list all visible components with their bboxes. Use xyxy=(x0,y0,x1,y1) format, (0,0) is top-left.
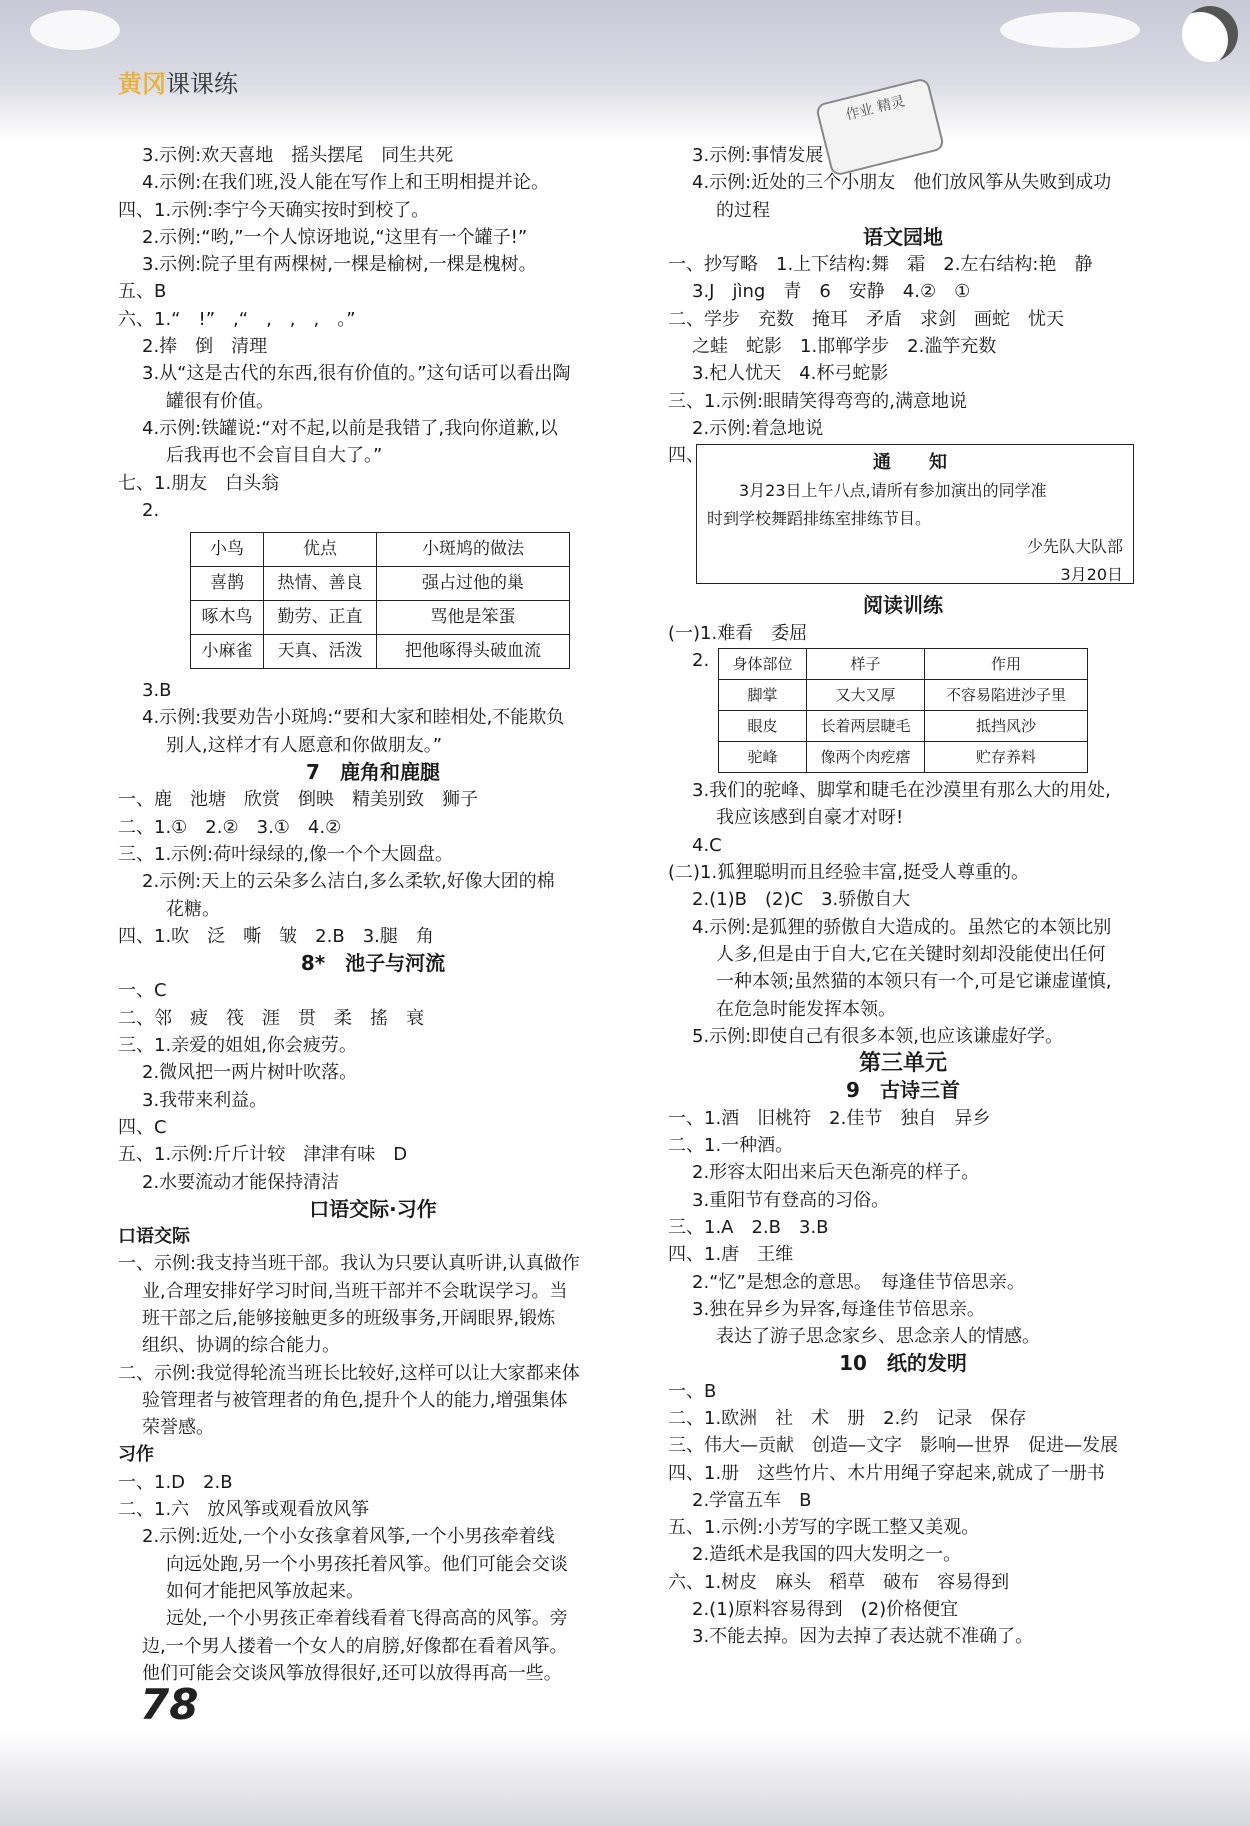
answer-line: 二、1.一种酒。 xyxy=(668,1135,794,1157)
answer-line: 一、1.酒 旧桃符 2.佳节 独自 异乡 xyxy=(668,1107,991,1129)
answer-line: 3.J jìng 青 6 安静 4.② ① xyxy=(692,281,971,303)
answer-line: 3.示例:院子里有两棵树,一棵是榆树,一棵是槐树。 xyxy=(142,254,537,276)
answer-line: 花糖。 xyxy=(166,898,220,920)
answer-line: 5.示例:即使自己有很多本领,也应该谦虚好学。 xyxy=(692,1025,1063,1047)
answer-line: 三、1.亲爱的姐姐,你会疲劳。 xyxy=(118,1035,357,1057)
lesson-title: 口语交际·习作 xyxy=(309,1196,437,1221)
answer-line: 四、1.册 这些竹片、木片用绳子穿起来,就成了一册书 xyxy=(668,1462,1105,1484)
answer-line: 二、示例:我觉得轮流当班长比较好,这样可以让大家都来体 xyxy=(118,1362,580,1384)
lesson-title: 7 鹿角和鹿腿 xyxy=(306,760,440,785)
answer-line: 3.不能去掉。因为去掉了表达就不准确了。 xyxy=(692,1626,1034,1648)
notice-body: 时到学校舞蹈排练室排练节目。 xyxy=(707,509,932,529)
answer-line: 2.示例:“哟,”一个人惊讶地说,“这里有一个罐子!” xyxy=(142,226,528,248)
answer-line: 罐很有价值。 xyxy=(166,390,274,412)
answer-line: 二、邻 疲 筏 涯 贯 柔 搖 衰 xyxy=(118,1007,424,1029)
answer-line: (一)1.难看 委屈 xyxy=(668,622,808,644)
answer-line: 的过程 xyxy=(716,199,770,221)
answer-line: 2. xyxy=(692,649,710,671)
lesson-title: 9 古诗三首 xyxy=(846,1078,960,1103)
answer-line: 四、1.吹 泛 嘶 皱 2.B 3.腿 角 xyxy=(118,925,434,947)
table-row: 眼皮 长着两层睫毛 抵挡风沙 xyxy=(719,711,1088,742)
answer-line: 2.(1)B (2)C 3.骄傲自大 xyxy=(692,889,911,911)
answer-line: 一、1.D 2.B xyxy=(118,1471,233,1493)
section-label: 口语交际 xyxy=(118,1226,190,1248)
notice-block xyxy=(668,442,1138,592)
table-row: 脚掌 又大又厚 不容易陷进沙子里 xyxy=(719,680,1088,711)
answer-line: 一、抄写略 1.上下结构:舞 霜 2.左右结构:艳 静 xyxy=(668,254,1093,276)
answer-line: 2.示例:近处,一个小女孩拿着风筝,一个小男孩牵着线 xyxy=(142,1526,555,1548)
lesson-title: 语文园地 xyxy=(863,224,943,249)
lesson-title: 阅读训练 xyxy=(863,593,943,618)
answer-line: 七、1.朋友 白头翁 xyxy=(118,472,280,494)
answer-line: 2.水要流动才能保持清洁 xyxy=(142,1171,340,1193)
table-row: 小麻雀 天真、活泼 把他啄得头破血流 xyxy=(191,635,570,669)
answer-line: 人多,但是由于自大,它在关键时刻却没能使出任何 xyxy=(716,943,1106,965)
lesson-title: 10 纸的发明 xyxy=(839,1351,967,1376)
answer-line: 二、1.欧洲 社 术 册 2.约 记录 保存 xyxy=(668,1407,1027,1429)
answer-line: 3.我们的驼峰、脚掌和睫毛在沙漠里有那么大的用处, xyxy=(692,780,1111,802)
answer-line: 二、学步 充数 掩耳 矛盾 求剑 画蛇 忧天 xyxy=(668,308,1064,330)
answer-line: 三、1.A 2.B 3.B xyxy=(668,1216,829,1238)
bird-table xyxy=(190,532,570,669)
answer-line: 之蛙 蛇影 1.邯郸学步 2.滥竽充数 xyxy=(692,336,997,358)
lesson-title: 8* 池子与河流 xyxy=(300,951,446,976)
camel-table xyxy=(718,648,1088,773)
answer-line: 3.从“这是古代的东西,很有价值的。”这句话可以看出陶 xyxy=(142,363,571,385)
cloud-decoration xyxy=(1000,12,1140,48)
answer-line: 3.重阳节有登高的习俗。 xyxy=(692,1189,890,1211)
table-row: 驼峰 像两个肉疙瘩 贮存养料 xyxy=(719,742,1088,773)
table-row: 身体部位 样子 作用 xyxy=(719,649,1088,680)
answer-line: 3.示例:欢天喜地 摇头摆尾 同生共死 xyxy=(142,145,454,166)
answer-line: 验管理者与被管理者的角色,提升个人的能力,增强集体 xyxy=(142,1389,568,1411)
answer-line: 2. xyxy=(142,499,160,521)
answer-line: 3.杞人忧天 4.杯弓蛇影 xyxy=(692,363,889,385)
answer-line: 一、C xyxy=(118,980,167,1002)
notice-signature: 少先队大队部 xyxy=(1026,537,1123,557)
answer-line: 我应该感到自豪才对呀! xyxy=(716,807,904,829)
answer-line: 2.(1)原料容易得到 (2)价格便宜 xyxy=(692,1599,959,1621)
answer-line: 组织、协调的综合能力。 xyxy=(142,1335,340,1357)
answer-line: 班干部之后,能够接触更多的班级事务,开阔眼界,锻炼 xyxy=(142,1307,556,1329)
answer-line: 二、1.① 2.② 3.① 4.② xyxy=(118,816,342,838)
answer-line: 2.学富五车 B xyxy=(692,1489,812,1511)
answer-line: 五、1.示例:斤斤计较 津津有味 D xyxy=(118,1144,408,1166)
answer-line: 三、1.示例:荷叶绿绿的,像一个个大圆盘。 xyxy=(118,843,453,865)
answer-line: 3.独在异乡为异客,每逢佳节倍思亲。 xyxy=(692,1298,985,1320)
left-column xyxy=(118,142,628,1687)
answer-line: 向远处跑,另一个小男孩托着风筝。他们可能会交谈 xyxy=(166,1553,568,1575)
answer-line: 4.示例:在我们班,没人能在写作上和王明相提并论。 xyxy=(142,172,549,194)
answer-line: 2.示例:着急地说 xyxy=(692,417,824,439)
answer-line: 3.B xyxy=(142,680,172,702)
unit-title: 第三单元 xyxy=(858,1051,947,1077)
answer-line: (二)1.狐狸聪明而且经验丰富,挺受人尊重的。 xyxy=(668,862,1029,884)
table-row: 啄木鸟 勤劳、正直 骂他是笨蛋 xyxy=(191,601,570,635)
answer-line: 别人,这样才有人愿意和你做朋友。” xyxy=(166,734,443,756)
answer-line: 4.示例:是狐狸的骄傲自大造成的。虽然它的本领比别 xyxy=(692,916,1112,938)
answer-line: 2.“忆”是想念的意思。 每逢佳节倍思亲。 xyxy=(692,1271,1025,1293)
answer-line: 六、1.“ !” ,“ , , , 。” xyxy=(118,308,356,330)
answer-line: 2.示例:天上的云朵多么洁白,多么柔软,好像大团的棉 xyxy=(142,871,555,893)
brand-logo: 黄冈课课练 xyxy=(118,70,238,98)
answer-line: 一、鹿 池塘 欣赏 倒映 精美别致 狮子 xyxy=(118,789,478,811)
answer-line: 后我再也不会盲目自大了。” xyxy=(166,445,383,467)
answer-line: 二、1.六 放风筝或观看放风筝 xyxy=(118,1499,370,1521)
answer-line: 一、B xyxy=(668,1380,717,1402)
table-row: 小鸟 优点 小斑鸠的做法 xyxy=(191,533,570,567)
answer-line: 荣誉感。 xyxy=(142,1417,214,1439)
table-row: 喜鹊 热情、善良 强占过他的巢 xyxy=(191,567,570,601)
notice-date: 3月20日 xyxy=(1060,565,1123,585)
answer-line: 他们可能会交谈风筝放得很好,还可以放得再高一些。 xyxy=(142,1662,562,1684)
answer-line: 3.我带来利益。 xyxy=(142,1089,268,1111)
answer-line: 2.造纸术是我国的四大发明之一。 xyxy=(692,1544,962,1566)
answer-line: 4.示例:铁罐说:“对不起,以前是我错了,我向你道歉,以 xyxy=(142,417,558,439)
answer-line: 2.捧 倒 清理 xyxy=(142,336,268,358)
section-label: 习作 xyxy=(118,1444,154,1466)
answer-line: 3.示例:事情发展 xyxy=(692,145,824,166)
answer-line: 4.C xyxy=(692,834,722,856)
answer-line: 一、示例:我支持当班干部。我认为只要认真听讲,认真做作 xyxy=(118,1253,580,1275)
answer-line: 五、B xyxy=(118,281,167,303)
answer-line: 在危急时能发挥本领。 xyxy=(716,998,896,1020)
answer-line: 一种本领;虽然猫的本领只有一个,可是它谦虚谨慎, xyxy=(716,971,1112,993)
answer-line: 四、 xyxy=(668,445,704,467)
answer-line: 如何才能把风筝放起来。 xyxy=(166,1580,364,1602)
moon-icon xyxy=(1182,6,1238,62)
answer-line: 4.示例:我要劝告小斑鸠:“要和大家和睦相处,不能欺负 xyxy=(142,707,565,729)
answer-line: 表达了游子思念家乡、思念亲人的情感。 xyxy=(716,1326,1040,1348)
answer-line: 六、1.树皮 麻头 稻草 破布 容易得到 xyxy=(668,1571,1010,1593)
answer-line: 四、C xyxy=(118,1116,167,1138)
answer-line: 四、1.示例:李宁今天确实按时到校了。 xyxy=(118,199,430,221)
answer-line: 2.形容太阳出来后天色渐亮的样子。 xyxy=(692,1162,980,1184)
footer-band xyxy=(0,1730,1250,1826)
cloud-decoration xyxy=(30,10,120,50)
answer-line: 4.示例:近处的三个小朋友 他们放风筝从失败到成功 xyxy=(692,172,1112,194)
answer-line: 三、伟大—贡献 创造—文字 影响—世界 促进—发展 xyxy=(668,1435,1118,1457)
notice-box xyxy=(696,444,1134,584)
answer-line: 业,合理安排好学习时间,当班干部并不会耽误学习。当 xyxy=(142,1280,568,1302)
answer-line: 五、1.示例:小芳写的字既工整又美观。 xyxy=(668,1517,980,1539)
answer-line: 2.微风把一两片树叶吹落。 xyxy=(142,1062,358,1084)
notice-title: 通 知 xyxy=(873,452,957,474)
right-column xyxy=(668,142,1138,1651)
answer-line: 远处,一个小男孩正牵着线看着飞得高高的风筝。旁 xyxy=(166,1608,568,1630)
answer-line: 边,一个男人搂着一个女人的肩膀,好像都在看着风筝。 xyxy=(142,1635,568,1657)
answer-line: 四、1.唐 王维 xyxy=(668,1244,794,1266)
notice-body: 3月23日上午八点,请所有参加演出的同学准 xyxy=(739,481,1047,501)
page-number: 78 xyxy=(140,1680,199,1729)
answer-line: 三、1.示例:眼睛笑得弯弯的,满意地说 xyxy=(668,390,967,412)
watermark-stamp: 作业 精灵 xyxy=(815,77,945,177)
